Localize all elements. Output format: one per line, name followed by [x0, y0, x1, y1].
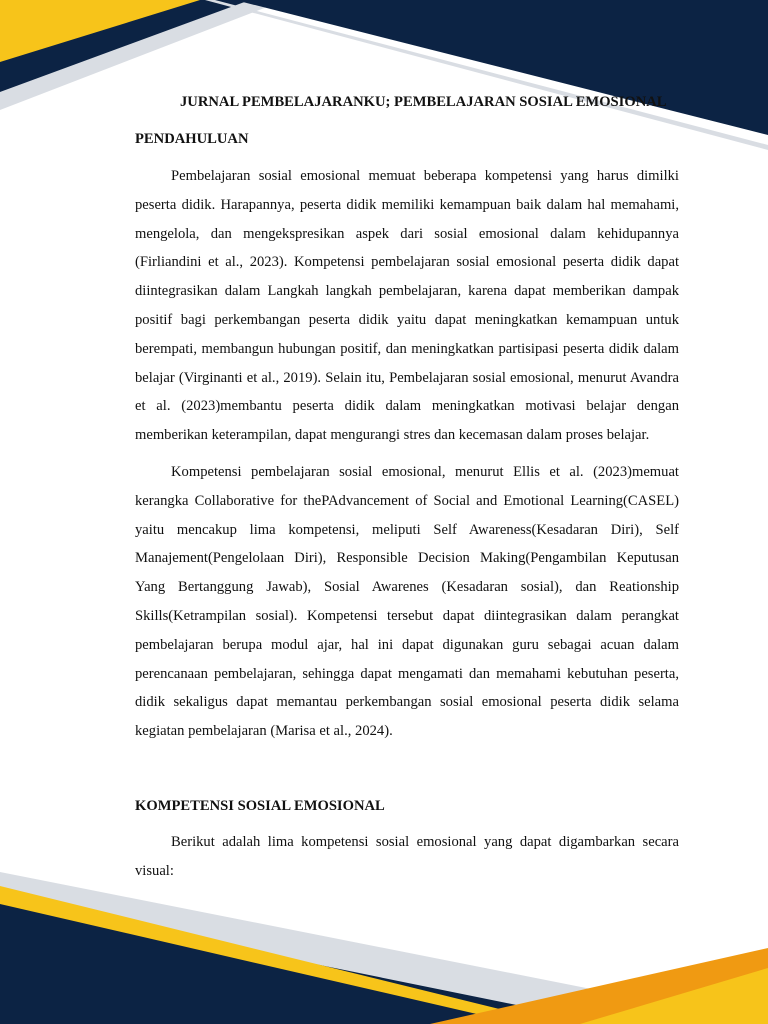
- document-content: [135, 88, 679, 886]
- paragraph: Kompetensi pembelajaran sosial emosional, menurut Ellis et al. (2023)memuat kerangka Collaborative for thePAdvancement of Social and Emotional Learning(CASEL) yaitu mencakup lima kompetensi, meliputi Self Awareness(Kesadaran Diri), Self Manajement(Pengelolaan Diri), Responsible Decision Making(Pengambilan Keputusan Yang Bertanggung Jawab), Sosial Awarenes (Kesadaran sosial), dan Reationship Skills(Ketrampilan sosial). Kompetensi tersebut dapat diintegrasikan dalam perangkat pembelajaran berupa modul ajar, hal ini dapat digunakan guru sebagai acuan dalam perencanaan pembelajaran, sehingga dapat mengamati dan memahami kebutuhan peserta, didik sekaligus dapat memantau perkembangan sosial emosional peserta didik selama kegiatan pembelajaran (Marisa et al., 2024).: [135, 463, 679, 740]
- paragraph: Berikut adalah lima kompetensi sosial emosional yang dapat digambarkan secara visual:: [135, 833, 679, 879]
- section-heading-kompetensi-sosial-emosional: KOMPETENSI SOSIAL EMOSIONAL: [135, 797, 385, 814]
- paragraph: Pembelajaran sosial emosional memuat beberapa kompetensi yang harus dimilki peserta didik. Harapannya, peserta didik memiliki kemampuan baik dalam hal memahami, mengelola, dan mengekspresikan aspek dari sosial emosional dalam kehidupannya (Firliandini et al., 2023). Kompetensi pembelajaran sosial emosional peserta didik dapat diintegrasikan dalam Langkah langkah pembelajaran, karena dapat memberikan dampak positif bagi perkembangan peserta didik yaitu dapat meningkatkan kemampuan untuk berempati, membangun hubungan positif, dan meningkatkan partisipasi peserta didik dalam belajar (Virginanti et al., 2019). Selain itu, Pembelajaran sosial emosional, menurut Avandra et al. (2023)membantu peserta didik dalam meningkatkan motivasi belajar dengan memberikan keterampilan, dapat mengurangi stres dan kecemasan dalam proses belajar.: [135, 168, 679, 444]
- section-heading-pendahuluan: PENDAHULUAN: [135, 131, 249, 147]
- document-title: JURNAL PEMBELAJARANKU; PEMBELAJARAN SOSIAL EMOSIONAL: [180, 94, 667, 110]
